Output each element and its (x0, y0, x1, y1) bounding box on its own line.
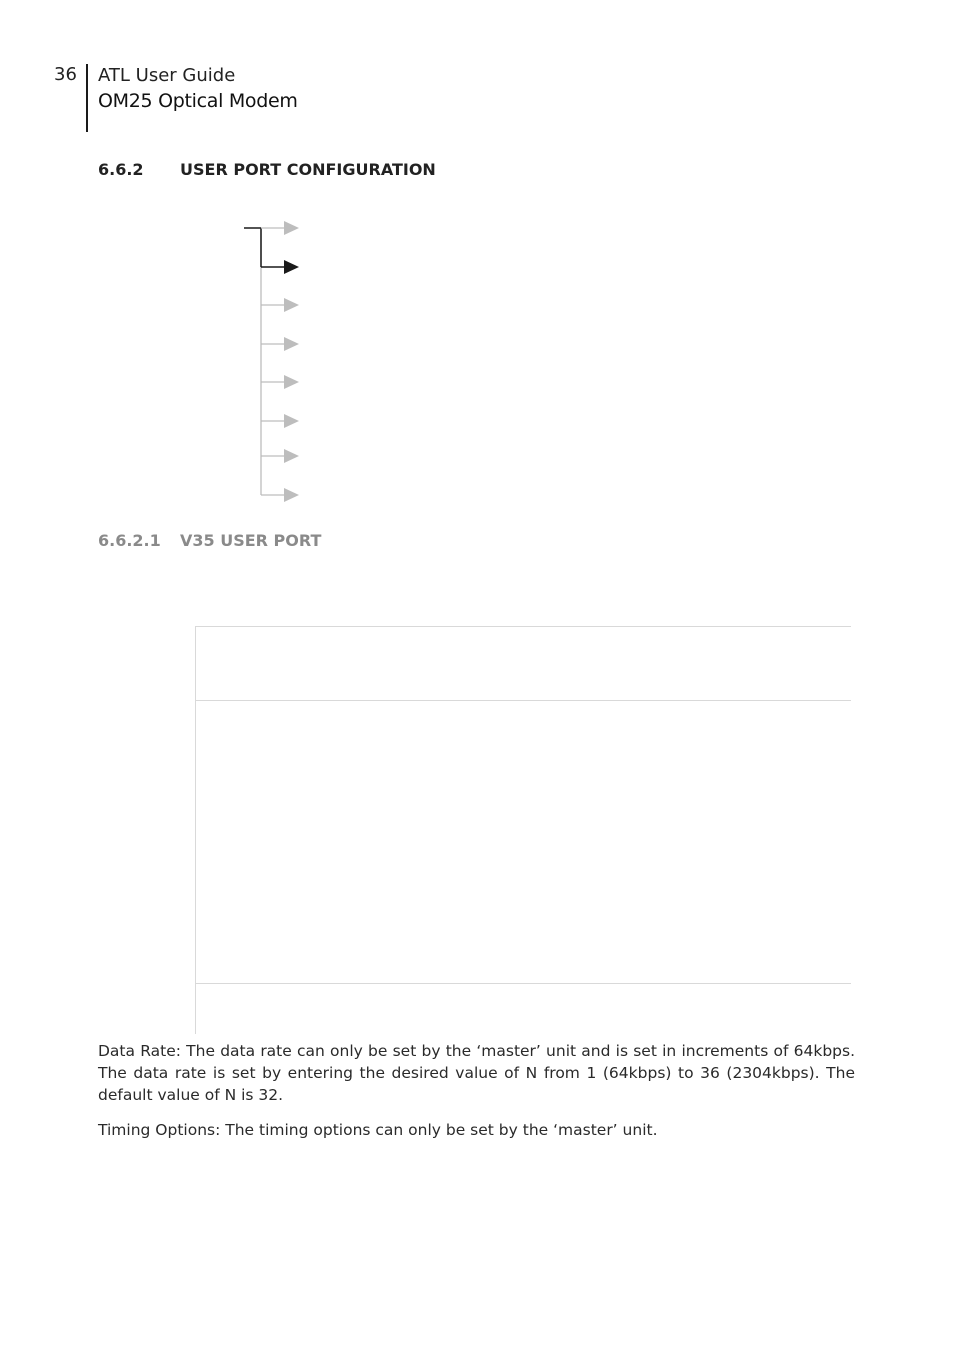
tree-arrowhead-4 (284, 337, 299, 351)
screen-frame-middle-rule (195, 700, 851, 701)
tree-arrowhead-1 (284, 221, 299, 235)
data-rate-paragraph: Data Rate: The data rate can only be set by the ‘master’ unit and is set in increments of 64kbps. The data rate is set by entering the desired value of N from 1 (64kbps) to 36 (2304kbps). The default value of N is 32. (98, 1042, 855, 1104)
screen-frame-left-edge (195, 626, 196, 1034)
tree-arrowhead-7 (284, 449, 299, 463)
menu-tree-diagram (240, 212, 310, 512)
subsection-heading (98, 531, 321, 550)
tree-arrowhead-8 (284, 488, 299, 502)
section-heading (98, 160, 436, 179)
subsection-number: 6.6.2.1 (98, 531, 161, 550)
page-number: 36 (54, 64, 77, 85)
tree-arrowhead-6 (284, 414, 299, 428)
screen-frame-top-rule (195, 626, 851, 627)
section-number: 6.6.2 (98, 160, 144, 179)
product-title: OM25 Optical Modem (98, 90, 298, 112)
tree-arrowhead-5 (284, 375, 299, 389)
tree-arrowhead-2 (284, 260, 299, 274)
guide-title: ATL User Guide (98, 65, 236, 86)
section-title: USER PORT CONFIGURATION (180, 160, 436, 179)
timing-options-paragraph: Timing Options: The timing options can only be set by the ‘master’ unit. (98, 1121, 658, 1139)
tree-arrowhead-3 (284, 298, 299, 312)
subsection-title: V35 USER PORT (180, 531, 322, 550)
screen-frame-bottom-rule (195, 983, 851, 984)
header-rule (86, 64, 88, 132)
